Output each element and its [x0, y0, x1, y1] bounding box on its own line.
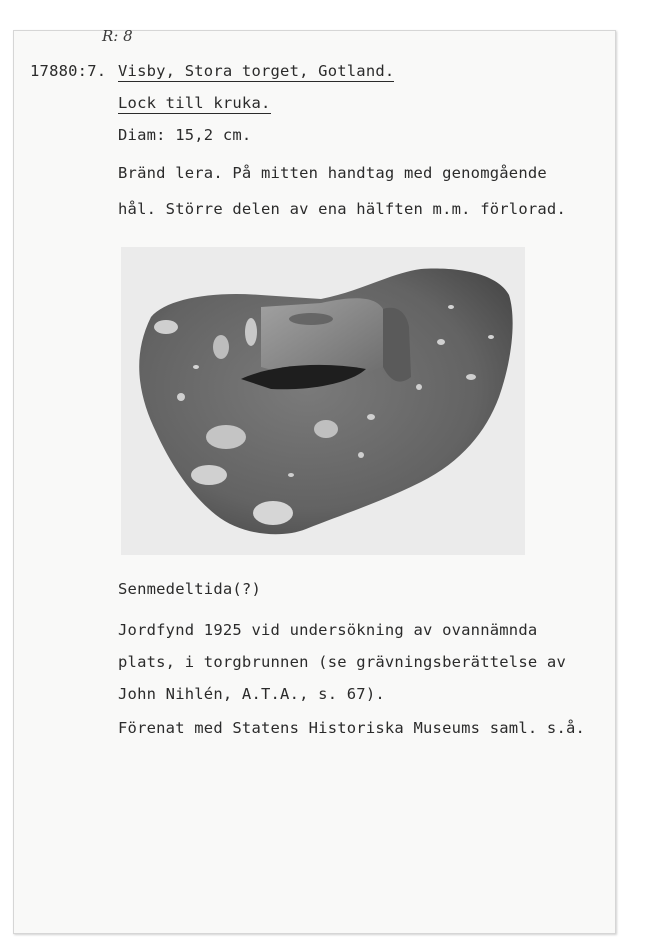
collection-note: Förenat med Statens Historiska Museums saml. s.å.: [118, 719, 586, 737]
object-name: Lock till kruka.: [118, 94, 271, 112]
catalog-number: 17880:7.: [30, 62, 107, 80]
pot-lid-fragment-image: [121, 247, 525, 555]
description-line-2: hål. Större delen av ena hälften m.m. förlorad.: [118, 200, 566, 218]
find-location: Visby, Stora torget, Gotland.: [118, 62, 395, 80]
find-line-1: Jordfynd 1925 vid undersökning av ovannämnda: [118, 621, 538, 639]
description-line-1: Bränd lera. På mitten handtag med genomgående: [118, 164, 547, 182]
object-photograph: [121, 247, 525, 555]
catalog-card: [13, 27, 616, 934]
dating: Senmedeltida(?): [118, 580, 261, 598]
diameter: Diam: 15,2 cm.: [118, 126, 252, 144]
find-line-3: John Nihlén, A.T.A., s. 67).: [118, 685, 385, 703]
handwritten-mark: R: 8: [102, 27, 133, 45]
find-line-2: plats, i torgbrunnen (se grävningsberättelse av: [118, 653, 566, 671]
